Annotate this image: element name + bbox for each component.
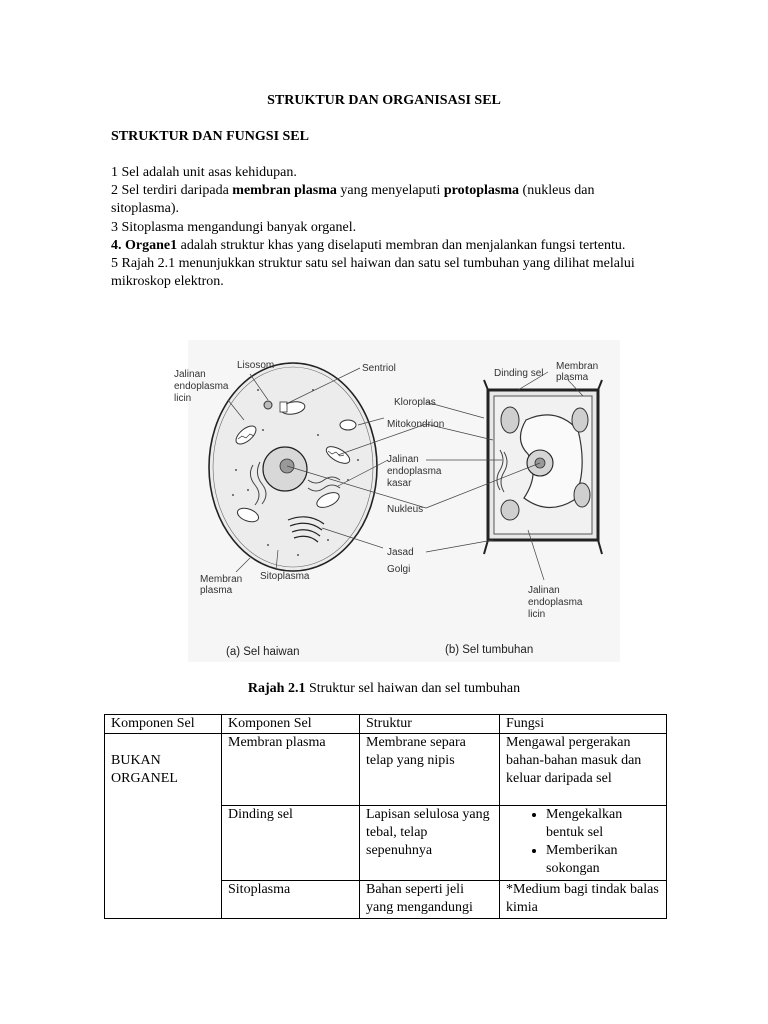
cell-diagram-svg (174, 340, 620, 662)
table-cell: Sitoplasma (222, 881, 360, 919)
table-cell: Membran plasma (222, 734, 360, 806)
label-jalinan-kasar-1: Jalinan (387, 454, 419, 465)
group-cell (105, 734, 222, 919)
label-membran-plasma-b1: Membran (556, 361, 599, 372)
table-cell (500, 806, 667, 881)
label-membran-plasma-a2: plasma (200, 585, 233, 596)
table-cell: Membrane separa telap yang nipis (360, 734, 500, 806)
label-jalinan-licin-a1: Jalinan (174, 369, 206, 380)
table-header: Struktur (360, 715, 500, 734)
label-lisosom: Lisosom (237, 360, 275, 371)
table-row (105, 734, 667, 806)
point-3: 3 Sitoplasma mengandungi banyak organel. (111, 219, 357, 235)
table-cell: Mengawal pergerakan bahan-bahan masuk dan keluar daripada sel (500, 734, 667, 806)
table-header-row (105, 715, 667, 734)
point-1: 1 Sel adalah unit asas kehidupan. (111, 165, 297, 180)
animal-cell (209, 363, 377, 571)
caption-sel-haiwan: (a) Sel haiwan (226, 646, 300, 658)
label-jasad-golgi-2: Golgi (387, 564, 411, 575)
label-mitokondrion: Mitokondrion (387, 419, 445, 430)
table-cell: Lapisan selulosa yang tebal, telap sepenuhnya (360, 806, 500, 881)
label-jalinan-licin-a3: licin (174, 393, 192, 404)
point-2: 2 Sel terdiri daripada membran plasma yang menyelaputi protoplasma (nukleus dan sitoplasma). (111, 183, 595, 217)
label-jalinan-licin-b1: Jalinan (528, 585, 560, 596)
label-jasad-golgi-1: Jasad (387, 547, 414, 558)
table-cell: *Medium bagi tindak balas kimia (500, 881, 667, 919)
fungsi-list (506, 806, 660, 878)
page-title: STRUKTUR DAN ORGANISASI SEL (267, 93, 501, 108)
label-jalinan-kasar-2: endoplasma (387, 466, 442, 477)
table-header: Komponen Sel (222, 715, 360, 734)
label-jalinan-licin-b3: licin (528, 609, 546, 620)
table-cell: Bahan seperti jeli yang mengandungi (360, 881, 500, 919)
label-kloroplas: Kloroplas (394, 397, 436, 408)
point-4: 4. Organe1 adalah struktur khas yang diselaputi membran dan menjalankan fungsi tertentu. (111, 237, 626, 253)
point-5: 5 Rajah 2.1 menunjukkan struktur satu sel haiwan dan satu sel tumbuhan yang dilihat melalui mikroskop elektron. (111, 256, 635, 290)
label-membran-plasma-b2: plasma (556, 372, 589, 383)
label-jalinan-licin-a2: endoplasma (174, 381, 229, 392)
label-dinding-sel: Dinding sel (494, 368, 544, 379)
list-item: • Mengekalkan bentuk sel (546, 806, 660, 842)
figure-caption: Rajah 2.1 Struktur sel haiwan dan sel tumbuhan (247, 681, 521, 696)
label-nukleus: Nukleus (387, 504, 424, 515)
point-list (111, 164, 656, 291)
label-jalinan-kasar-3: kasar (387, 478, 412, 489)
label-sitoplasma: Sitoplasma (260, 571, 310, 582)
label-sentriol: Sentriol (362, 363, 396, 374)
table-header: Komponen Sel (105, 715, 222, 734)
cell-diagram (174, 340, 620, 662)
section-title: STRUKTUR DAN FUNGSI SEL (111, 129, 309, 144)
label-membran-plasma-a1: Membran (200, 574, 243, 585)
plant-cell (484, 380, 602, 554)
caption-sel-tumbuhan: (b) Sel tumbuhan (445, 644, 534, 656)
cell-component-table (104, 714, 667, 919)
table-cell: Dinding sel (222, 806, 360, 881)
table-header: Fungsi (500, 715, 667, 734)
list-item: • Memberikan sokongan (546, 842, 660, 878)
label-jalinan-licin-b2: endoplasma (528, 597, 583, 608)
group-label: BUKAN ORGANEL (111, 753, 178, 786)
